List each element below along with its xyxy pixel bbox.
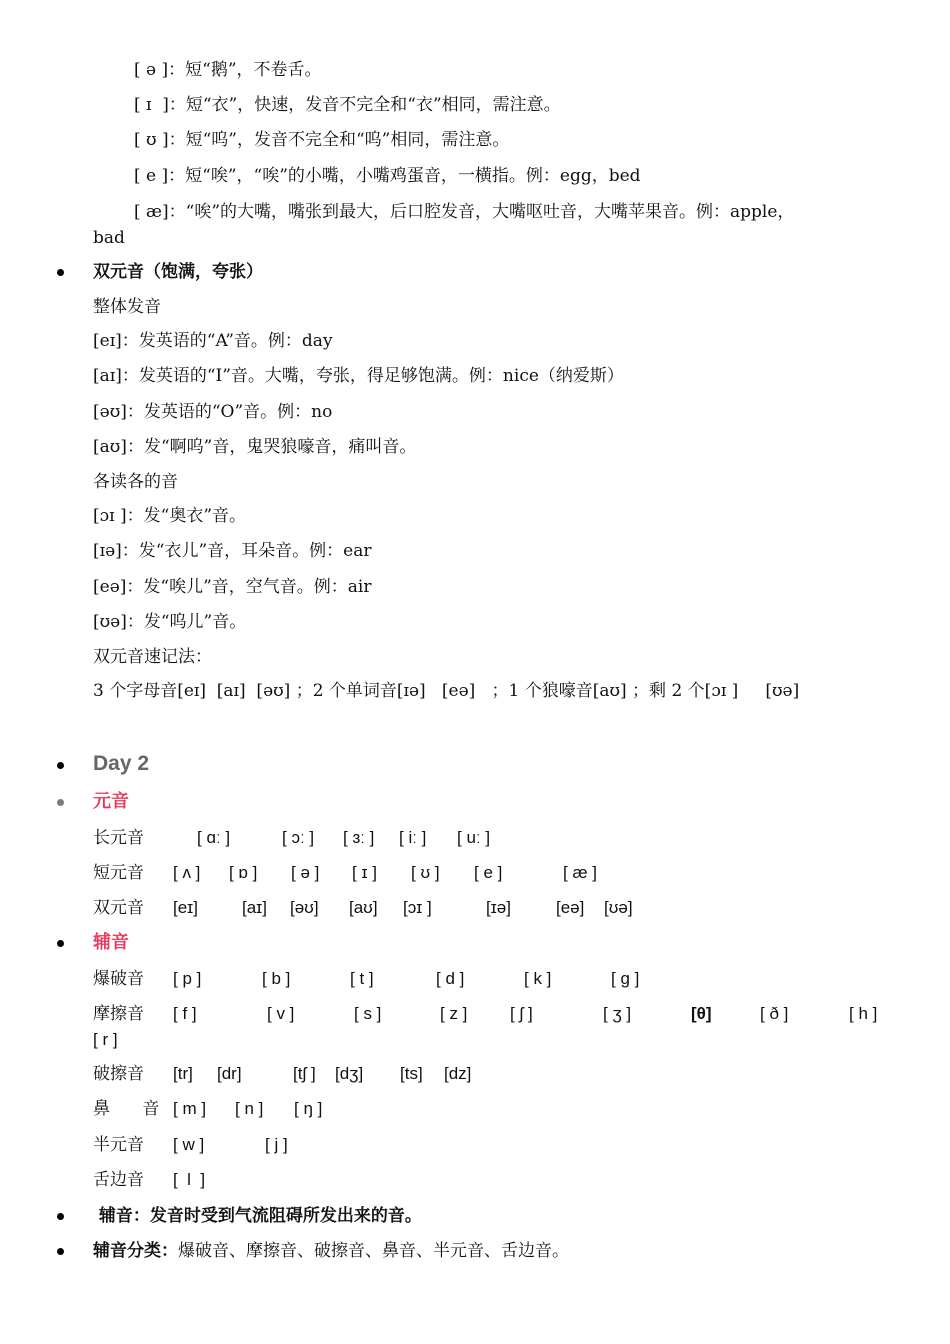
ipa-symbol: [aɪ] [242,898,267,917]
ipa-symbol: [ z ] [440,1004,468,1023]
ipa-symbol: [ ɔː ] [282,828,315,847]
ipa-symbol: [ ʃ ] [510,1004,533,1023]
diphthong-item: [eə]：发“唉儿”音，空气音。例：air [93,577,372,597]
ipa-symbol: [ w ] [173,1135,205,1154]
ipa-symbol: [ ʌ ] [173,863,201,882]
ipa-symbol: [ j ] [265,1135,288,1154]
diphthong-item: [aʊ]：发“啊呜”音，鬼哭狼嚎音，痛叫音。 [93,437,417,457]
diphthong-item: [aɪ]：发英语的“I”音。大嘴，夸张，得足够饱满。例：nice（纳爱斯） [93,366,624,386]
ipa-symbol: [dz] [444,1064,472,1083]
consonant-row-affricate [93,1063,913,1085]
diphthong-item: [ʊə]：发“呜儿”音。 [93,612,247,632]
bullet-dot [57,940,64,947]
row-label: 长元音 [93,828,144,848]
consonant-row-lateral [93,1169,913,1191]
bullet-dot [57,1248,64,1255]
row-label: 半元音 [93,1135,144,1155]
consonant-class-label: 辅音分类： [93,1241,178,1261]
ipa-symbol: [aʊ] [349,898,378,917]
bullet-dot [57,799,64,806]
ipa-symbol: [ v ] [267,1004,295,1023]
consonant-row-nasal [93,1098,913,1120]
ipa-symbol: [ e ] [474,863,503,882]
ipa-symbol: [ɔɪ ] [403,898,432,917]
day-heading: Day 2 [93,752,150,775]
vowel-row-short [93,862,913,884]
row-label: 短元音 [93,863,144,883]
ipa-symbol: [ uː ] [457,828,491,847]
ipa-symbol: [ ŋ ] [294,1099,323,1118]
consonant-row-fricative-wrap [93,1029,913,1051]
short-vowel-i: [ ɪ ]：短“衣”，快速，发音不完全和“衣”相同，需注意。 [134,95,561,115]
diphthong-item: [əʊ]：发英语的“O”音。例：no [93,402,333,422]
consonant-classification [93,1240,569,1262]
ipa-symbol: [ ɪ ] [352,863,377,882]
ipa-symbol: [tr] [173,1064,193,1083]
short-vowel-e: [ e ]：短“唉”，“唉”的小嘴，小嘴鸡蛋音，一横指。例：egg，bed [134,166,641,186]
consonant-row-fricative [93,1003,913,1025]
ipa-symbol: [θ] [691,1004,712,1023]
short-vowel-schwa: [ ə ]：短“鹅”，不卷舌。 [134,60,322,80]
ipa-symbol: [ ɒ ] [229,863,258,882]
vowel-row-diphthong [93,897,913,919]
ipa-symbol: [ ʊ ] [411,863,440,882]
ipa-symbol: [ t ] [350,969,374,988]
ipa-symbol: [ g ] [611,969,640,988]
ipa-symbol: [ m ] [173,1099,207,1118]
consonant-definition: 辅音：发音时受到气流阻碍所发出来的音。 [93,1206,422,1226]
consonants-heading: 辅音 [93,932,129,953]
ipa-symbol: [ ə ] [291,863,320,882]
row-label: 鼻 音 [93,1099,160,1119]
ipa-symbol: [dʒ] [335,1064,364,1083]
ipa-symbol: [ l ] [173,1170,206,1189]
ipa-symbol: [ h ] [849,1004,878,1023]
ipa-symbol: [ɪə] [486,898,511,917]
ipa-symbol: [ n ] [235,1099,264,1118]
diphthong-item: [ɔɪ ]：发“奥衣”音。 [93,506,247,526]
ipa-symbol: [ ʒ ] [603,1004,632,1023]
row-label: 摩擦音 [93,1004,144,1024]
ipa-symbol: [ ɑː ] [197,828,231,847]
vowel-row-long [93,827,913,849]
ipa-symbol: [ r ] [93,1030,118,1049]
ipa-symbol: [əʊ] [290,898,319,917]
ipa-symbol: [ d ] [436,969,465,988]
ipa-symbol: [ts] [400,1064,423,1083]
ipa-symbol: [eə] [556,898,585,917]
ipa-symbol: [ p ] [173,969,202,988]
diphthong-memo-line: 3 个字母音[eɪ] [aɪ] [əʊ] ；2 个单词音[ɪə] [eə] ；1 个狼嚎音[aʊ] ；剩 2 个[ɔɪ ] [ʊə] [93,681,800,701]
short-vowel-u: [ ʊ ]：短“呜”，发音不完全和“呜”相同，需注意。 [134,130,510,150]
consonant-row-plosive [93,968,913,990]
ipa-symbol: [ æ ] [563,863,598,882]
row-label: 爆破音 [93,969,144,989]
vowels-heading: 元音 [93,791,129,812]
ipa-symbol: [dr] [217,1064,242,1083]
ipa-symbol: [ ð ] [760,1004,789,1023]
diphthong-item: [ɪə]：发“衣儿”音，耳朵音。例：ear [93,541,372,561]
row-label: 双元音 [93,898,144,918]
ipa-symbol: [eɪ] [173,898,198,917]
ipa-symbol: [ s ] [354,1004,382,1023]
bullet-dot [57,1213,64,1220]
short-vowel-ae: [ æ]：“唉”的大嘴，嘴张到最大，后口腔发音，大嘴呕吐音，大嘴苹果音。例：apple， [134,202,795,222]
ipa-symbol: [ʊə] [604,898,633,917]
diphthong-heading: 双元音（饱满，夸张） [93,262,263,282]
row-label: 舌边音 [93,1170,144,1190]
bullet-dot [57,269,64,276]
ipa-symbol: [ iː ] [399,828,427,847]
bullet-dot [57,762,64,769]
short-vowel-ae-wrap: bad [93,228,125,248]
diphthong-memo-title: 双元音速记法： [93,647,212,667]
diphthong-sub-separate: 各读各的音 [93,472,178,492]
consonant-class-text: 爆破音、摩擦音、破擦音、鼻音、半元音、舌边音。 [178,1241,569,1261]
ipa-symbol: [ k ] [524,969,552,988]
ipa-symbol: [ ɜː ] [343,828,375,847]
diphthong-item: [eɪ]：发英语的“A”音。例：day [93,331,333,351]
row-label: 破擦音 [93,1064,144,1084]
ipa-symbol: [ f ] [173,1004,197,1023]
ipa-symbol: [ b ] [262,969,291,988]
consonant-row-semivowel [93,1134,913,1156]
ipa-symbol: [tʃ ] [293,1064,316,1083]
diphthong-sub-whole: 整体发音 [93,297,161,317]
